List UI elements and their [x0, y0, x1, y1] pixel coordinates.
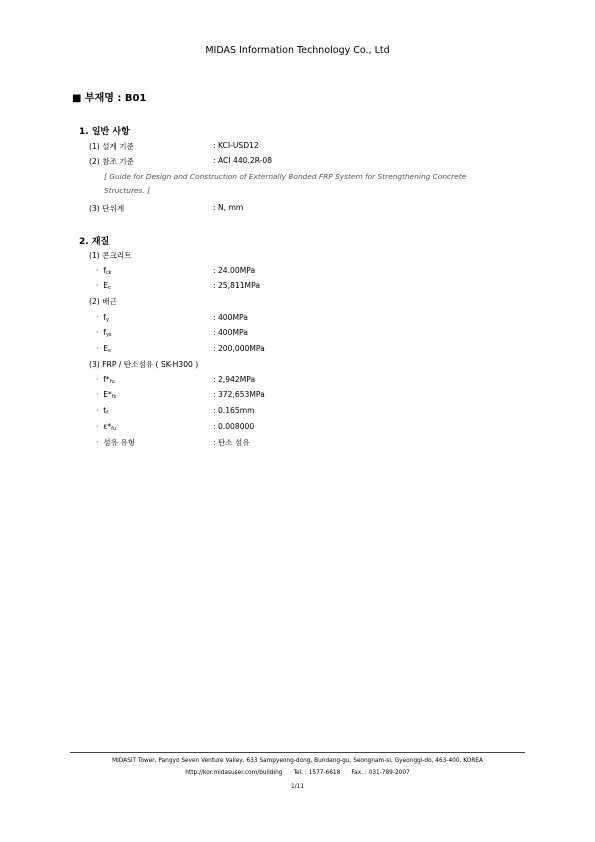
efu-value: : 0.008000 [213, 422, 255, 431]
tf-value: : 0.165mm [213, 406, 255, 415]
section-material-title: 2. 재질 [79, 237, 110, 247]
fys-item: · $f_{ys}$ [96, 328, 112, 338]
footer-divider [70, 752, 525, 753]
page-number: 1/11 [290, 784, 305, 790]
fiber-value: : 탄소 섬유 [213, 438, 250, 447]
ref-note-line2: Structures. ] [104, 186, 150, 195]
footer-contact: http://kor.midasuser.com/building Tel. : 1577-6618 Fax. : 031-789-2007 [185, 770, 410, 776]
fck-value: : 24.00MPa [213, 266, 256, 275]
fiber-item: · 섬유 유형 [96, 438, 136, 447]
ec-value: : 25,811MPa [213, 281, 260, 290]
fy-item: · $f_y$ [96, 313, 109, 323]
concrete-label: (1) 콘크리트 [89, 251, 132, 260]
design-code-label: (1) 설계 기준 [89, 142, 134, 151]
fck-item: · $f_{ck}$ [96, 266, 112, 276]
rebar-label: (2) 배근 [89, 297, 117, 306]
tf-item: · $t_f$ [96, 406, 108, 416]
unit-value: : N, mm [213, 203, 244, 212]
ffu-item: · $f*_{fu}$ [96, 375, 115, 385]
fys-value: : 400MPa [213, 328, 248, 337]
unit-label: (3) 단위계 [89, 204, 125, 213]
es-item: · $E_s$ [96, 344, 111, 354]
ref-note-line1: [ Guide for Design and Construction of Externally Bonded FRP System for Strengthening Concrete [104, 172, 467, 181]
efs-value: : 372,653MPa [213, 390, 265, 399]
ref-code-value: : ACI 440.2R-08 [213, 156, 273, 165]
efs-item: · $E*_{fs}$ [96, 390, 117, 400]
design-code-value: : KCI-USD12 [213, 141, 259, 150]
member-title: ■ 부재명 : B01 [72, 93, 147, 104]
frp-label: (3) FRP / 탄소섬유 ( SK-H300 ) [89, 360, 199, 369]
section-general-title: 1. 일반 사항 [79, 127, 130, 137]
ref-code-label: (2) 참조 기준 [89, 157, 134, 166]
ffu-value: : 2,942MPa [213, 375, 256, 384]
footer-address: MIDASIT Tower, Pangyo Seven Venture Valley, 633 Sampyeong-dong, Bundang-gu, Seongnam-si, Gyeonggi-do, 463-400, KOREA [112, 758, 483, 764]
efu-item: · $\varepsilon*_{fu}$ [96, 422, 117, 432]
page-header: MIDAS Information Technology Co., Ltd [205, 45, 390, 56]
ec-item: · $E_c$ [96, 281, 111, 291]
es-value: : 200,000MPa [213, 344, 265, 353]
fy-value: : 400MPa [213, 313, 248, 322]
